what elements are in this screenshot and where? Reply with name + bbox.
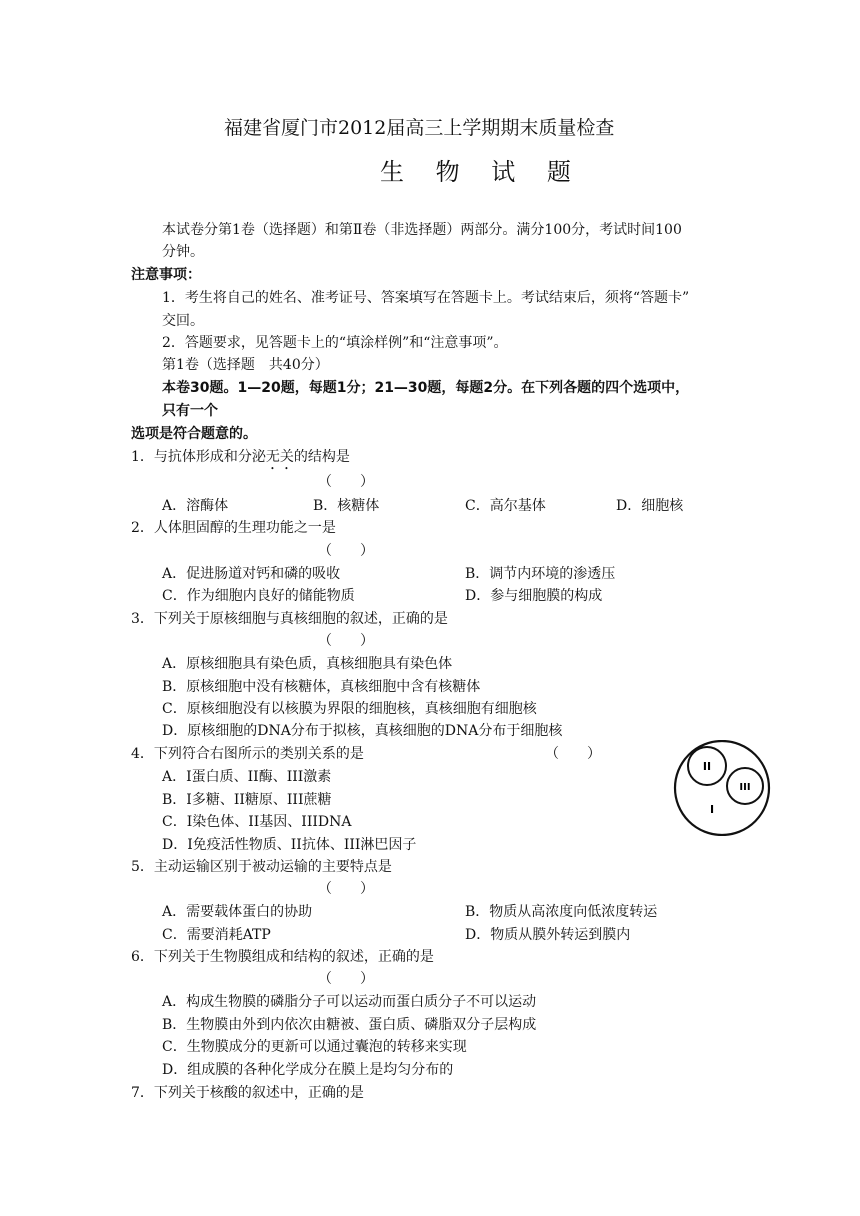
intro-text: 本试卷分第1卷（选择题）和第Ⅱ卷（非选择题）两部分。满分100分，考试时间100 xyxy=(162,222,682,238)
option-c: C．I染色体、II基因、IIIDNA xyxy=(162,814,352,830)
option-d: D．组成膜的各种化学成分在膜上是均匀分布的 xyxy=(162,1062,454,1078)
note-item-1-cont: 交回。 xyxy=(162,313,204,329)
option-d: D．细胞核 xyxy=(616,498,684,514)
question-5-stem: 5．主动运输区别于被动运输的主要特点是 xyxy=(131,859,392,875)
option-a: A．溶酶体 xyxy=(162,498,229,514)
question-1-emphasis: 无关 xyxy=(265,449,294,465)
option-d: D．物质从膜外转运到膜内 xyxy=(465,927,631,943)
intro-text-cont: 分钟。 xyxy=(162,244,204,260)
answer-paren: （ ） xyxy=(318,633,374,649)
option-b: B．I多糖、II糖原、III蔗糖 xyxy=(162,792,332,808)
note-item-2: 2．答题要求，见答题卡上的“填涂样例”和“注意事项”。 xyxy=(162,335,508,351)
question-4-stem: 4．下列符合右图所示的类别关系的是 xyxy=(131,746,364,762)
option-a: A．I蛋白质、II酶、III激素 xyxy=(162,769,332,785)
option-c: C．作为细胞内良好的储能物质 xyxy=(162,588,355,604)
label-iii: III xyxy=(739,782,751,793)
option-a: A．促进肠道对钙和磷的吸收 xyxy=(162,566,341,582)
question-6-stem: 6．下列关于生物膜组成和结构的叙述，正确的是 xyxy=(131,949,434,965)
option-a: A．需要载体蛋白的协助 xyxy=(162,904,313,920)
option-b: B．生物膜由外到内依次由糖被、蛋白质、磷脂双分子层构成 xyxy=(162,1017,537,1033)
option-d: D．参与细胞膜的构成 xyxy=(465,588,603,604)
question-1-stem-part: 1．与抗体形成和分泌 xyxy=(131,449,266,465)
note-item-1: 1．考生将自己的姓名、准考证号、答案填写在答题卡上。考试结束后，须将“答题卡” xyxy=(162,290,690,306)
answer-paren: （ ） xyxy=(318,971,374,987)
option-c: C．生物膜成分的更新可以通过囊泡的转移来实现 xyxy=(162,1039,467,1055)
option-a: A．构成生物膜的磷脂分子可以运动而蛋白质分子不可以运动 xyxy=(162,994,537,1010)
option-a: A．原核细胞具有染色质，真核细胞具有染色体 xyxy=(162,656,453,672)
option-b: B．核糖体 xyxy=(313,498,380,514)
category-venn-diagram xyxy=(672,740,776,836)
option-b: B．调节内环境的渗透压 xyxy=(465,566,616,582)
option-c: C．原核细胞没有以核膜为界限的细胞核，真核细胞有细胞核 xyxy=(162,701,537,717)
option-b: B．物质从高浓度向低浓度转运 xyxy=(465,904,658,920)
question-7-stem: 7．下列关于核酸的叙述中，正确的是 xyxy=(131,1085,364,1101)
question-1-stem-part: 的结构是 xyxy=(293,449,350,465)
answer-paren: （ ） xyxy=(318,881,374,897)
option-c: C．需要消耗ATP xyxy=(162,927,271,943)
page-title: 福建省厦门市2012届高三上学期期末质量检查 xyxy=(224,117,615,139)
question-3-stem: 3．下列关于原核细胞与真核细胞的叙述，正确的是 xyxy=(131,611,448,627)
section-instructions: 本卷30题。1—20题，每题1分；21—30题，每题2分。在下列各题的四个选项中， xyxy=(162,380,690,396)
answer-paren: （ ） xyxy=(318,543,374,559)
notes-heading: 注意事项： xyxy=(131,267,201,283)
option-b: B．原核细胞中没有核糖体，真核细胞中含有核糖体 xyxy=(162,679,481,695)
section-instructions-cont2: 选项是符合题意的。 xyxy=(131,426,257,442)
option-d: D．I免疫活性物质、II抗体、III淋巴因子 xyxy=(162,837,417,853)
label-ii: II xyxy=(702,760,712,773)
option-d: D．原核细胞的DNA分布于拟核，真核细胞的DNA分布于细胞核 xyxy=(162,723,563,739)
section-title: 第1卷（选择题 共40分） xyxy=(162,357,329,373)
answer-paren: （ ） xyxy=(545,746,601,762)
section-instructions-cont: 只有一个 xyxy=(162,403,218,419)
answer-paren: （ ） xyxy=(318,474,374,490)
question-1-stem xyxy=(131,448,350,473)
question-2-stem: 2．人体胆固醇的生理功能之一是 xyxy=(131,520,336,536)
label-i: I xyxy=(709,803,715,816)
option-c: C．高尔基体 xyxy=(465,498,546,514)
page-subtitle: 生 物 试 题 xyxy=(380,158,583,186)
